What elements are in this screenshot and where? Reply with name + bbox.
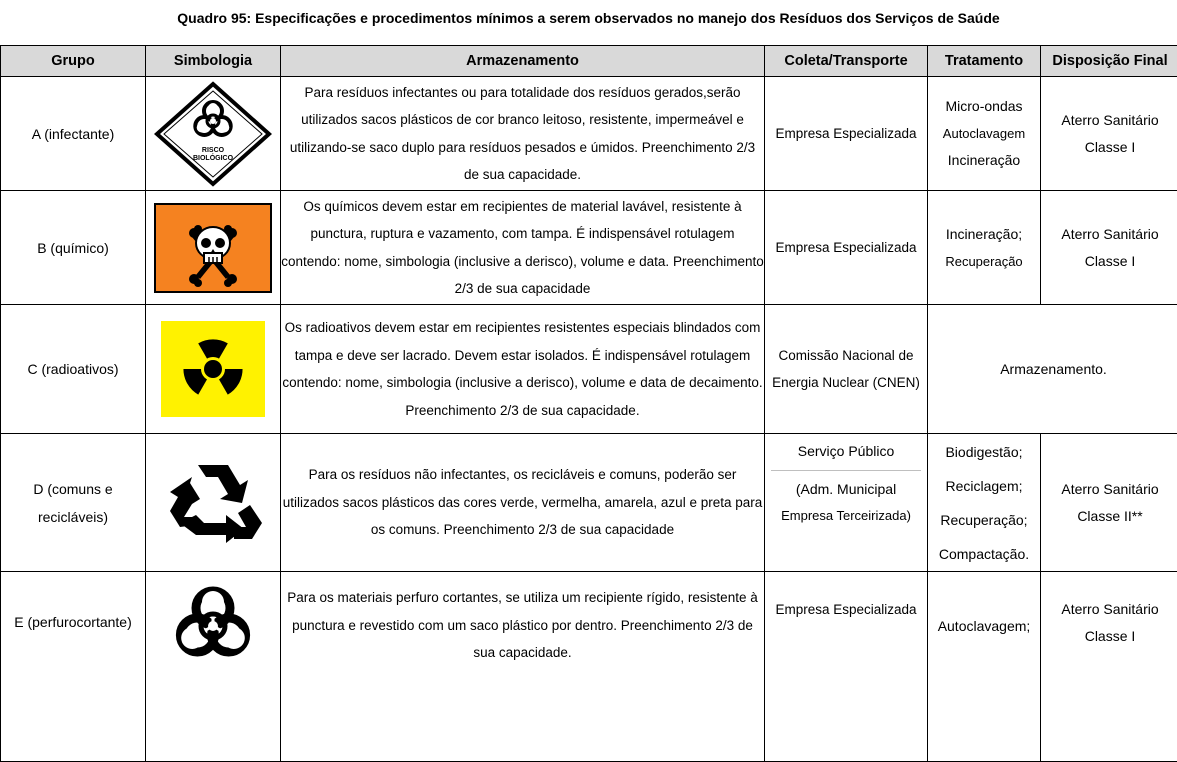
coleta-cell: Empresa Especializada — [765, 191, 928, 305]
tratamento-item: Micro-ondas — [928, 93, 1040, 120]
symbol-cell — [146, 434, 281, 572]
tratamento-item: Incineração — [928, 147, 1040, 174]
tratamento-item: Autoclavagem — [928, 120, 1040, 147]
symbol-cell — [146, 305, 281, 434]
table-row — [1, 305, 1177, 434]
tratamento-cell — [928, 77, 1041, 191]
armazenamento-cell: Para os resíduos não infectantes, os recicláveis e comuns, poderão ser utilizados sacos plásticos das cores verde, vermelha, amarela, azul e preta para os comuns. Preenchimento 2/3 de sua capacidade — [281, 434, 765, 572]
header-coleta: Coleta/Transporte — [765, 46, 928, 77]
grupo-cell — [1, 572, 146, 762]
coleta-cell — [765, 434, 928, 572]
coleta-cell: Comissão Nacional de Energia Nuclear (CNEN) — [765, 305, 928, 434]
header-simbologia: Simbologia — [146, 46, 281, 77]
sign-text-line2: BIOLÓGICO — [193, 153, 234, 162]
coleta-cell: Empresa Especializada — [765, 572, 928, 762]
symbol-cell — [146, 191, 281, 305]
disposicao-line: Classe II** — [1041, 503, 1177, 530]
radioactive-icon — [161, 321, 265, 417]
disposicao-line: Aterro Sanitário — [1041, 107, 1177, 134]
armazenamento-cell: Os radioativos devem estar em recipientes resistentes especiais blindados com tampa e deve ser lacrado. Devem estar isolados. É indispensável rotulagem contendo: nome, simbologia (inclusive a derisco), volume e data de decaimento. Preenchimento 2/3 de sua capacidade. — [281, 305, 765, 434]
grupo-cell: B (químico) — [1, 191, 146, 305]
tratamento-item: Autoclavagem; — [928, 613, 1040, 640]
armazenamento-cell: Para resíduos infectantes ou para totalidade dos resíduos gerados,serão utilizados sacos plásticos de cor branco leitoso, resistente, impermeável e utilizando-se saco duplo para resíduos pesados e úmidos. Preenchimento 2/3 de sua capacidade. — [281, 77, 765, 191]
tratamento-cell — [928, 572, 1041, 762]
grupo-cell — [1, 434, 146, 572]
table-title: Quadro 95: Especificações e procedimentos mínimos a serem observados no manejo dos Resíduos dos Serviços de Saúde — [0, 10, 1177, 26]
biohazard-sign-icon — [154, 81, 272, 187]
armazenamento-cell: Para os materiais perfuro cortantes, se utiliza um recipiente rígido, resistente à punctura e revestido com um saco plástico por dentro. Preenchimento 2/3 de sua capacidade. — [281, 572, 765, 762]
armazenamento-cell: Os químicos devem estar em recipientes de material lavável, resistente à punctura, ruptura e vazamento, com tampa. É indispensável rotulagem contendo: nome, simbologia (inclusive a derisco), volume e data. Preenchimento 2/3 de sua capacidade — [281, 191, 765, 305]
header-armazenamento: Armazenamento — [281, 46, 765, 77]
disposicao-cell — [1041, 191, 1177, 305]
coleta-line: Serviço Público — [771, 436, 921, 471]
header-disposicao: Disposição Final — [1041, 46, 1177, 77]
tratamento-cell — [928, 191, 1041, 305]
tratamento-item: Recuperação; — [928, 503, 1040, 537]
disposicao-cell — [1041, 572, 1177, 762]
header-grupo: Grupo — [1, 46, 146, 77]
grupo-cell: A (infectante) — [1, 77, 146, 191]
tratamento-item: Biodigestão; — [928, 435, 1040, 469]
disposicao-line: Aterro Sanitário — [1041, 476, 1177, 503]
symbol-cell — [146, 77, 281, 191]
symbol-cell — [146, 572, 281, 762]
sign-text-line1: RISCO — [202, 147, 225, 154]
grupo-cell: C (radioativos) — [1, 305, 146, 434]
biohazard-icon — [158, 580, 268, 668]
waste-management-table — [0, 45, 1177, 762]
disposicao-cell — [1041, 77, 1177, 191]
tratamento-disposicao-cell: Armazenamento. — [928, 305, 1177, 434]
disposicao-line: Classe I — [1041, 134, 1177, 161]
header-row — [1, 46, 1177, 77]
disposicao-cell — [1041, 434, 1177, 572]
tratamento-item: Compactação. — [928, 537, 1040, 571]
table-row — [1, 191, 1177, 305]
coleta-line: (Adm. Municipal — [765, 475, 927, 503]
disposicao-line: Aterro Sanitário — [1041, 596, 1177, 623]
tratamento-item: Recuperação — [928, 248, 1040, 275]
disposicao-line: Classe I — [1041, 623, 1177, 650]
tratamento-item: Reciclagem; — [928, 469, 1040, 503]
recycle-icon — [154, 455, 272, 551]
table-row — [1, 434, 1177, 572]
table-row — [1, 77, 1177, 191]
disposicao-line: Aterro Sanitário — [1041, 221, 1177, 248]
table-row — [1, 572, 1177, 762]
toxic-skull-icon — [154, 203, 272, 293]
tratamento-item: Incineração; — [928, 221, 1040, 248]
grupo-text: D (comuns e recicláveis) — [23, 475, 123, 531]
coleta-cell: Empresa Especializada — [765, 77, 928, 191]
grupo-text: E (perfurocortante) — [14, 614, 132, 630]
disposicao-line: Classe I — [1041, 248, 1177, 275]
header-tratamento: Tratamento — [928, 46, 1041, 77]
tratamento-cell — [928, 434, 1041, 572]
coleta-line: Empresa Terceirizada) — [771, 503, 921, 533]
